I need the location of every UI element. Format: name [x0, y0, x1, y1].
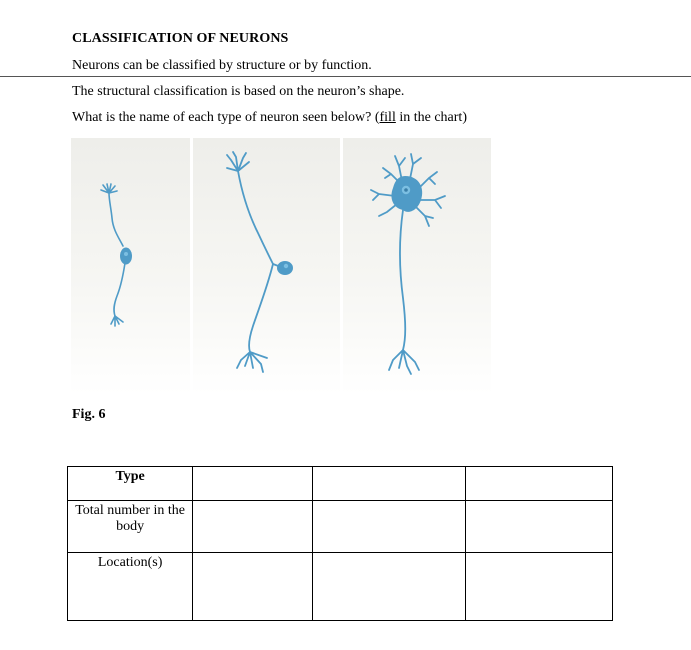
question-line [72, 110, 467, 126]
neuron-panel-3 [343, 138, 491, 395]
chart-cell[interactable] [465, 553, 612, 621]
table-row [68, 467, 613, 501]
figure-caption: Fig. 6 [72, 407, 106, 422]
divider [0, 76, 691, 77]
chart-cell[interactable] [313, 501, 465, 553]
table-row [68, 501, 613, 553]
neuron-panel-2 [193, 138, 340, 395]
intro-line-2: The structural classification is based on the neuron’s shape. [72, 84, 405, 99]
question-prefix: What is the name of each type of neuron seen below? ( [72, 110, 380, 125]
chart-cell[interactable] [193, 467, 313, 501]
chart-cell[interactable] [465, 467, 612, 501]
pseudounipolar-neuron-illustration [193, 138, 340, 395]
intro-line-1: Neurons can be classified by structure or by function. [72, 58, 372, 73]
neuron-figure [71, 138, 491, 395]
row-label-type: Type [68, 467, 193, 501]
row-label-total: Total number in the body [68, 501, 193, 553]
page-title: CLASSIFICATION OF NEURONS [72, 31, 289, 46]
fill-link[interactable]: fill [379, 110, 396, 125]
multipolar-neuron-illustration [343, 138, 491, 395]
chart-cell[interactable] [193, 553, 313, 621]
small-neuron-illustration [71, 138, 190, 395]
chart-cell[interactable] [313, 553, 465, 621]
neuron-panel-1 [71, 138, 190, 395]
question-suffix: in the chart) [395, 110, 467, 125]
chart-cell[interactable] [465, 501, 612, 553]
chart-cell[interactable] [313, 467, 465, 501]
table-row [68, 553, 613, 621]
neuron-chart [67, 466, 613, 621]
chart-cell[interactable] [193, 501, 313, 553]
row-label-location: Location(s) [68, 553, 193, 621]
